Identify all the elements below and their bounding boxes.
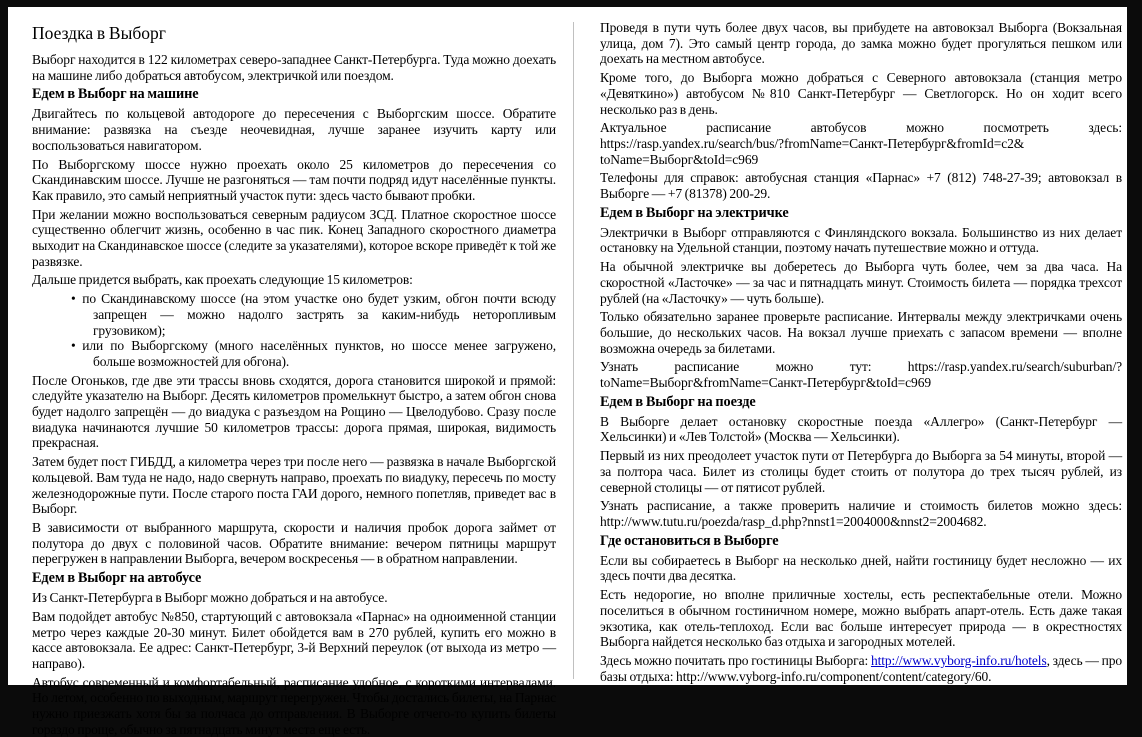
train-schedule-paragraph: Узнать расписание, а также проверить наличие и стоимость билетов можно здесь: http://www.tutu.ru/poezda/rasp_d.php?nnst1=2004000&nnst2=2004682. [600,498,1122,529]
bus-phones-paragraph: Телефоны для справок: автобусная станция «Парнас» +7 (812) 748-27-39; автовокзал в Выборге — +7 (81378) 200-29. [600,170,1122,202]
route-options-list [32,291,556,370]
section-heading-stay: Где остановиться в Выборге [600,532,779,549]
stay-links-text-after: , здесь — про базы отдыха: http://www.vyborg-info.ru/component/content/category/60. [600,652,1122,684]
bus-paragraph-2: Вам подойдет автобус №850, стартующий с автовокзала «Парнас» на одноименной станции метро через каждые 20-30 минут. Билет обойдется вам в 270 рублей, купить его можно в кассе автовокзала. Ее адрес: Санкт-Петербург, 3-й Верхний переулок (от выхода из метро — направо). [32,608,556,671]
document-page [8,7,1127,737]
route-option-scandinavian: • по Скандинавскому шоссе (на этом участке оно будет узким, обгон почти всюду запрещен — можно надолго застрять за каким-нибудь неторопливым грузовиком); [93,291,556,338]
car-paragraph-4: Дальше придется выбрать, как проехать следующие 15 километров: [32,272,413,288]
car-paragraph-7: В зависимости от выбранного маршрута, скорости и наличия пробок дорога займет от полутора до двух с половиной часов. Обратите внимание: вечером пятницы маршрут перегружен в направлении Выборга, вечером воскресенья — в обратном направлении. [32,519,556,567]
stay-links-text-before: Здесь можно почитать про гостиницы Выборга: [600,652,871,668]
section-heading-train: Едем в Выборг на поезде [600,393,756,410]
hotels-link[interactable]: http://www.vyborg-info.ru/hotels [870,652,1047,668]
bus-paragraph-3: Автобус современный и комфортабельный, расписание удобное, с короткими интервалами. Но летом, особенно по выходным, маршрут перегружен. Чтобы достались билеты, на Парнас нужно приезжать хотя бы за полчаса до отправления. В Выборге отчего-то купить билеты гораздо проще, обычно за пятнадцать минут места еще есть. [32,674,556,737]
train-paragraph-2: Первый из них преодолеет участок пути от Петербурга до Выборга за 54 минуты, второй — за полтора часа. Билет из столицы будет стоить от полутора до трех тысяч рублей, из северной столицы — от пятисот рублей. [600,448,1122,495]
suburban-paragraph-3: Только обязательно заранее проверьте расписание. Интервалы между электричками очень большие, до нескольких часов. На вокзал лучше приехать с запасом времени — вполне возможна очередь за билетами. [600,309,1122,356]
section-heading-bus: Едем в Выборг на автобусе [32,570,202,587]
article-title: Поездка в Выборг [32,23,166,43]
car-paragraph-1: Двигайтесь по кольцевой автодороге до пересечения с Выборгским шоссе. Обратите внимание: развязка на съезде неочевидная, лучше заранее изучить карту или воспользоваться навигатором. [32,106,556,153]
intro-paragraph: Выборг находится в 122 километрах северо-западнее Санкт-Петербурга. Туда можно доехать на машине либо добраться автобусом, электричкой или поездом. [32,52,556,83]
route-option-vyborg: • или по Выборгскому (много населённых пунктов, но шоссе менее загружено, больше возможностей для обгона). [93,338,556,369]
right-column [600,20,1122,685]
section-heading-car: Едем в Выборг на машине [32,86,199,103]
column-divider [573,22,574,679]
section-heading-suburban-train: Едем в Выборг на электричке [600,204,789,221]
car-paragraph-6: Затем будет пост ГИБДД, а километра через три после него — развязка в начале Выборгской кольцевой. Вам туда не надо, надо свернуть направо, проехать по виадуку, пересечь по мосту железнодорожные пути. После старого поста ГАИ дорого, немного попетляв, приведет вас в Выборг. [32,454,556,517]
train-paragraph-1: В Выборге делает остановку скоростные поезда «Аллегро» (Санкт-Петербург — Хельсинки) и «Лев Толстой» (Москва — Хельсинки). [600,413,1122,445]
stay-links-paragraph [600,653,1122,684]
bus-arrival-paragraph-2: Кроме того, до Выборга можно добраться с Северного автовокзала (станция метро «Девяткино») автобусом №810 Санкт-Петербург — Светлогорск. Но он ходит всего несколько раз в день. [600,70,1122,117]
car-paragraph-2: По Выборгскому шоссе нужно проехать около 25 километров до пересечения со Скандинавским шоссе. Лучше не разгоняться — там почти подряд идут населённые пункты. Как правило, это самый неприятный участок пути: здесь часто бывают пробки. [32,156,556,203]
bus-paragraph-1: Из Санкт-Петербурга в Выборг можно добраться и на автобусе. [32,590,388,606]
car-paragraph-3: При желании можно воспользоваться северным радиусом ЗСД. Платное скоростное шоссе существенно облегчит жизнь, особенно в час пик. Конец Западного скоростного диаметра выходит на Скандинавское шоссе (следите за указателями), которое вскоре приведёт к той же развязке. [32,206,556,269]
two-column-layout [8,7,1127,737]
bus-schedule-paragraph: Актуальное расписание автобусов можно посмотреть здесь: https://rasp.yandex.ru/search/bus/?fromName=Санкт-Петербург&fromId=c2& toName=Выборг&toId=c969 [600,120,1122,167]
stay-paragraph-1: Если вы собираетесь в Выборг на несколько дней, найти гостиницу будет несложно — их здесь почти два десятка. [600,552,1122,584]
stay-paragraph-2: Есть недорогие, но вполне приличные хостелы, есть респектабельные отели. Можно поселиться в обычном гостиничном номере, можно выбрать апарт-отель. Есть даже такая экзотика, как отель-теплоход. Если вас больше интересует природа — в окрестностях Выборга найдется несколько баз отдыха и загородных мотелей. [600,587,1122,650]
left-column [32,20,556,737]
car-paragraph-5: После Огоньков, где две эти трассы вновь сходятся, дорога становится широкой и прямой: следуйте указателю на Выборг. Десять километров промелькнут быстро, а затем обгон снова будет надолго запрещён — до виадука с разъездом на Рощино — Цвелодубово. Сразу после виадука начинаются лучшие 50 километров трассы: дорога прямая, широкая, видимость прекрасная. [32,372,556,451]
suburban-paragraph-2: На обычной электричке вы доберетесь до Выборга чуть более, чем за два часа. На скоростной «Ласточке» — за час и пятнадцать минут. Стоимость билета — порядка трехсот рублей (на «Ласточку» — чуть больше). [600,259,1122,306]
suburban-paragraph-1: Электрички в Выборг отправляются с Финляндского вокзала. Большинство из них делает остановку на Удельной станции, поэтому начать путешествие можно и оттуда. [600,224,1122,256]
bus-arrival-paragraph-1: Проведя в пути чуть более двух часов, вы прибудете на автовокзал Выборга (Вокзальная улица, дом 7). Это самый центр города, до замка можно будет прогуляться пешком или доехать на местном автобусе. [600,20,1122,67]
suburban-schedule-paragraph: Узнать расписание можно тут: https://rasp.yandex.ru/search/suburban/?toName=Выборг&fromName=Санкт-Петербург&toId=c969 [600,359,1122,391]
